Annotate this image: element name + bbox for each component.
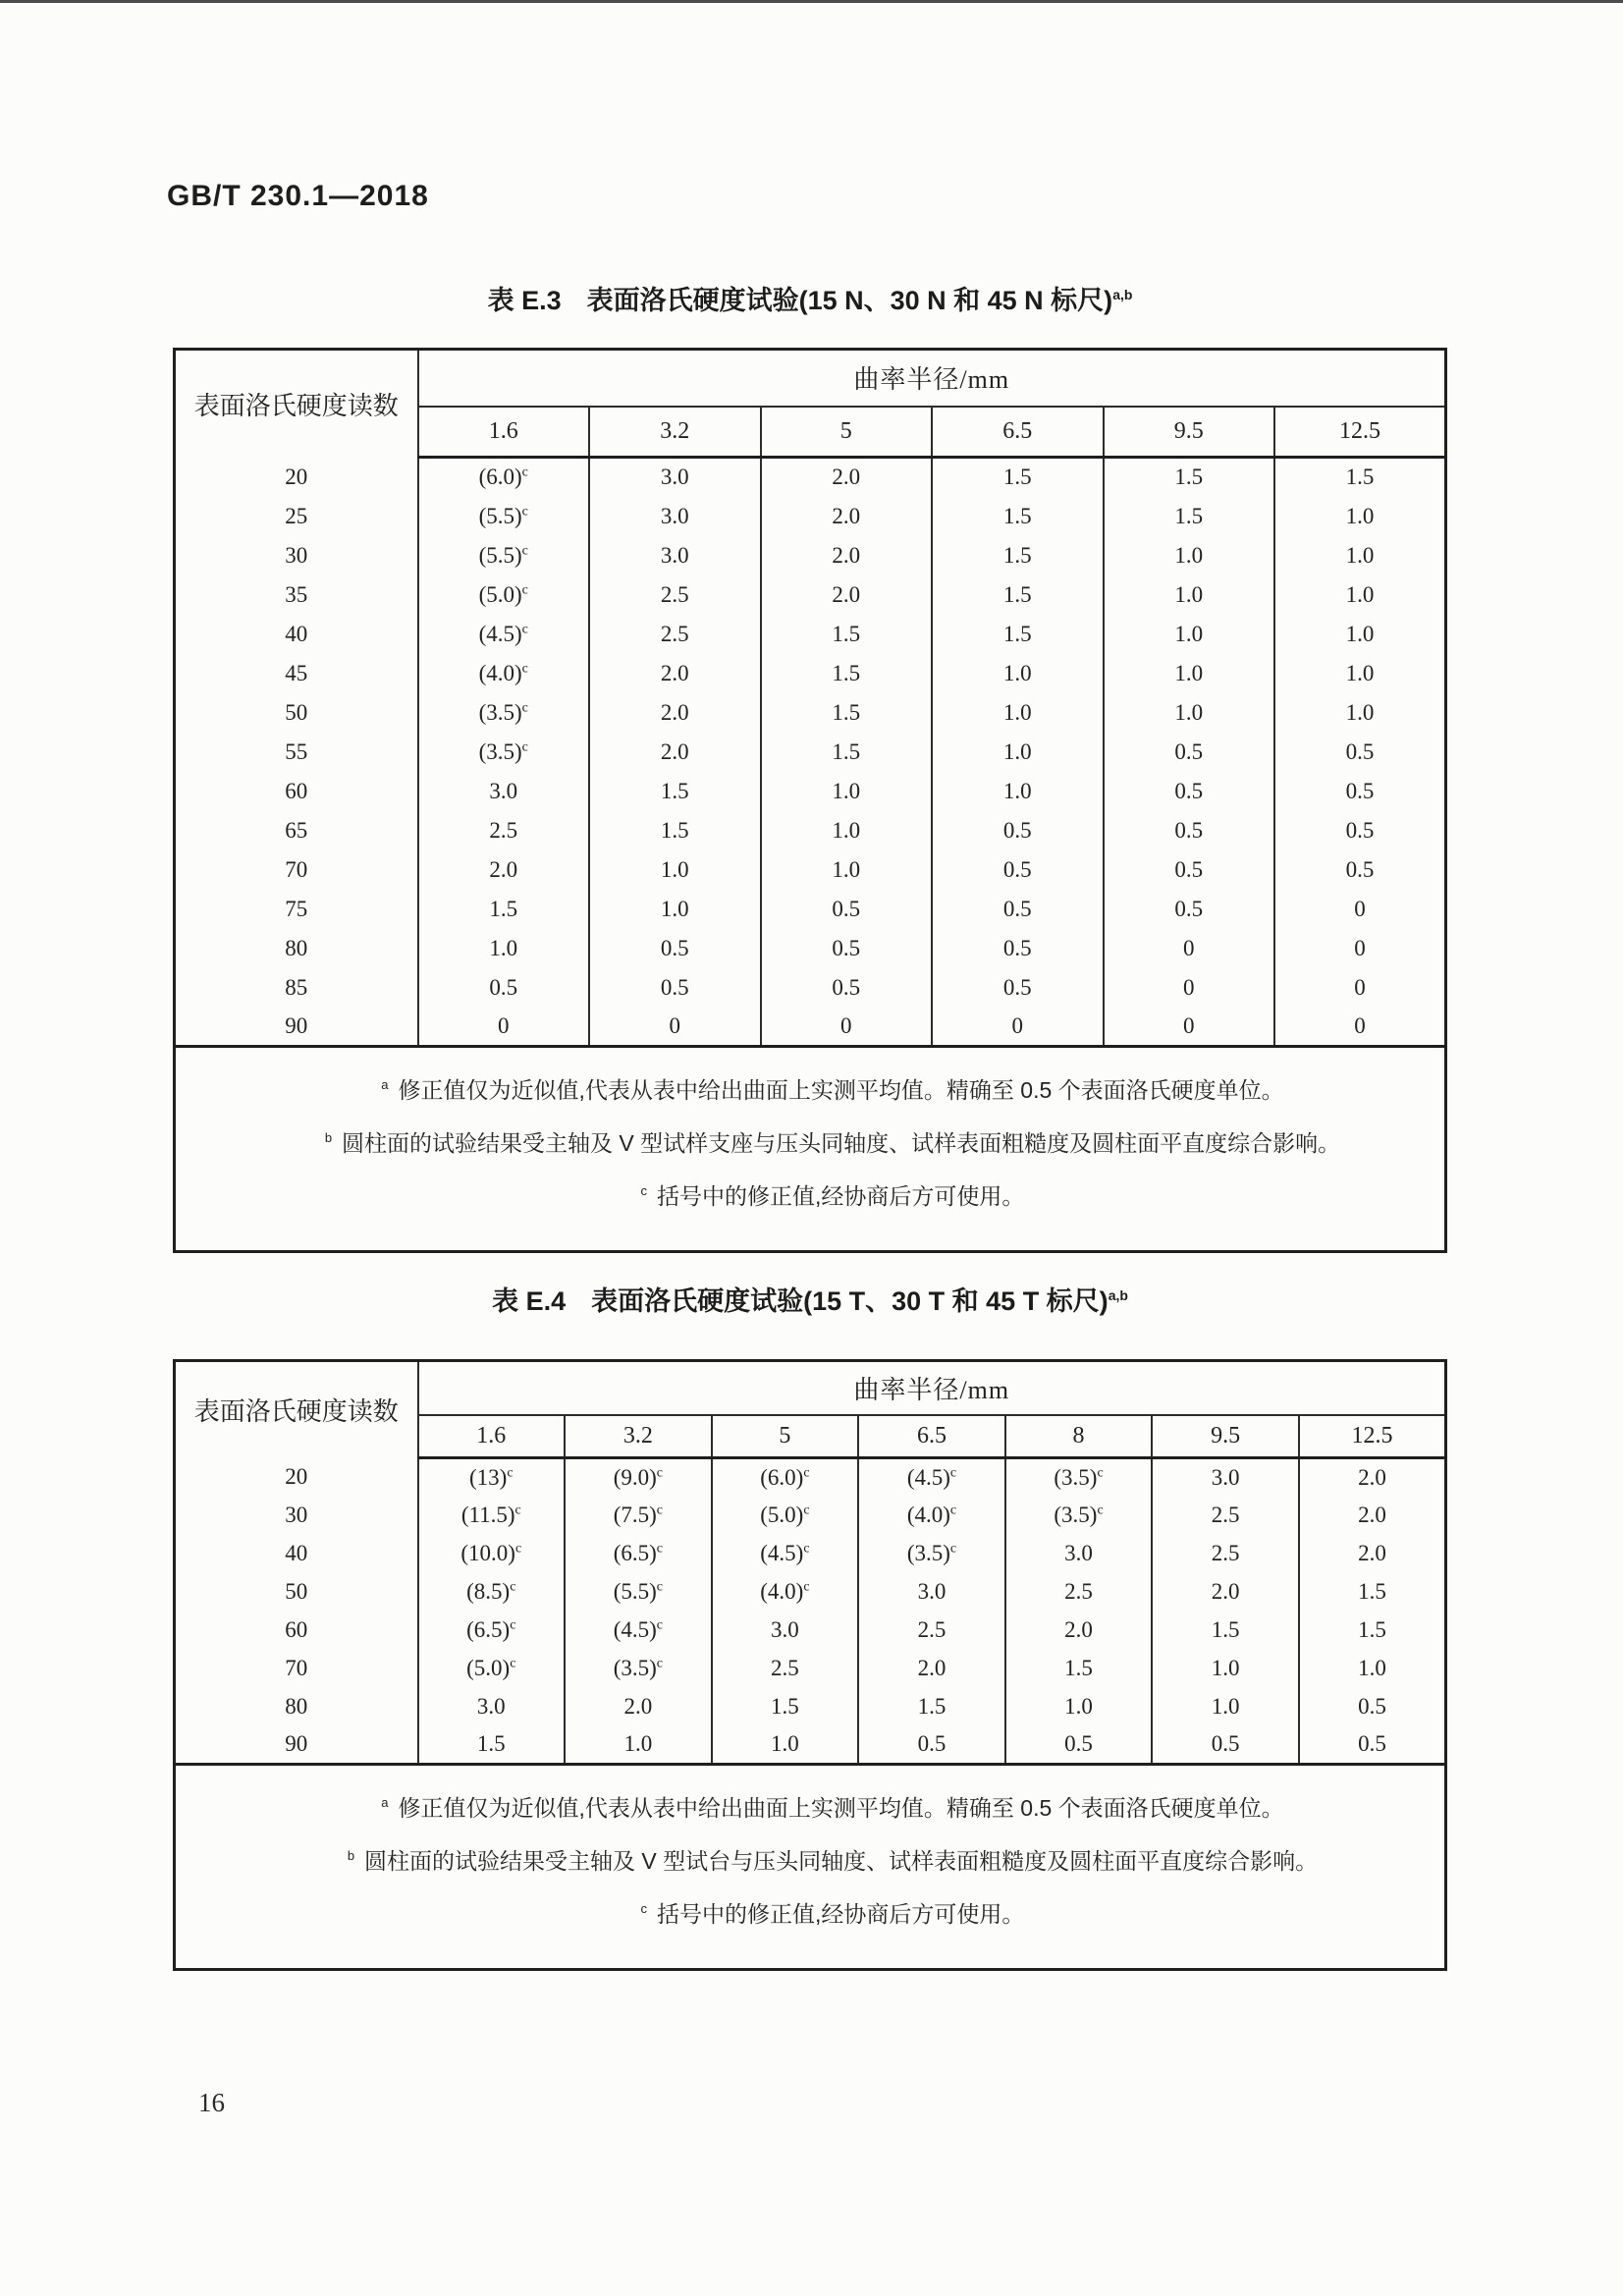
hardness-reading-cell: 60 — [285, 778, 308, 803]
correction-footnote-marker: c — [1097, 1503, 1104, 1518]
footnote: $^c$ 括号中的修正值,经协商后方可使用。 — [640, 1901, 1025, 1927]
hardness-reading-cell: 70 — [285, 856, 308, 882]
correction-value-cell: 2.5 — [712, 1650, 859, 1688]
footnote-marker: c — [640, 1183, 648, 1199]
table-row — [175, 458, 1446, 497]
correction-value-cell: 0.5 — [858, 1726, 1005, 1765]
table-e4-footnote-row — [175, 1765, 1446, 1970]
correction-value-cell: $(10.0)^c$ — [418, 1535, 566, 1573]
radius-header-cell: 3.2 — [565, 1415, 712, 1458]
correction-value-cell: 1.0 — [565, 1726, 712, 1765]
radius-header-cell: 9.5 — [1104, 407, 1275, 458]
correction-value-cell: $(5.0)^c$ — [418, 1650, 566, 1688]
correction-value-cell: 2.0 — [589, 733, 761, 772]
footnote-marker: b — [347, 1848, 355, 1864]
correction-value-cell: 1.5 — [1299, 1573, 1446, 1612]
correction-value-cell: 0 — [589, 1008, 761, 1047]
correction-value-cell: $(4.5)^c$ — [418, 615, 590, 654]
correction-value-cell: 0.5 — [761, 890, 933, 929]
correction-footnote-marker: c — [514, 1541, 522, 1557]
correction-footnote-marker: c — [514, 1503, 521, 1518]
correction-value-cell: 2.5 — [589, 575, 761, 615]
radius-group-header: 曲率半径/mm — [418, 350, 1446, 407]
hardness-reading-cell: 70 — [285, 1656, 308, 1680]
correction-value-cell: 0.5 — [932, 968, 1104, 1008]
table-e4-title-text: 表面洛氏硬度试验(15 T、30 T 和 45 T 标尺) — [591, 1286, 1109, 1316]
correction-footnote-marker: c — [510, 1617, 516, 1633]
correction-value-cell: 2.0 — [1299, 1458, 1446, 1497]
correction-value-cell: $(5.5)^c$ — [418, 497, 590, 536]
footnote-marker: b — [324, 1130, 333, 1146]
correction-value-cell: 2.5 — [1152, 1497, 1299, 1535]
correction-footnote-marker: c — [1097, 1465, 1104, 1481]
correction-value-cell: 2.0 — [1299, 1497, 1446, 1535]
correction-value-cell: $(4.0)^c$ — [858, 1497, 1005, 1535]
hardness-reading-cell: 50 — [285, 699, 308, 725]
correction-value-cell: $(4.5)^c$ — [858, 1458, 1005, 1497]
hardness-reading-cell: 20 — [285, 1464, 308, 1489]
correction-value-cell: 1.5 — [1299, 1612, 1446, 1650]
correction-value-cell: 0.5 — [418, 968, 590, 1008]
correction-value-cell: 1.0 — [761, 850, 933, 890]
correction-footnote-marker: c — [510, 1579, 516, 1595]
correction-value-cell: 1.0 — [1299, 1650, 1446, 1688]
correction-value-cell: 0.5 — [589, 968, 761, 1008]
correction-value-cell: 1.0 — [1274, 693, 1446, 733]
correction-value-cell: 0 — [1104, 1008, 1275, 1047]
table-row — [175, 654, 1446, 693]
correction-footnote-marker: c — [521, 699, 528, 715]
correction-value-cell: 0.5 — [1005, 1726, 1153, 1765]
correction-footnote-marker: c — [521, 581, 528, 597]
correction-footnote-marker: c — [803, 1465, 810, 1481]
table-e4-footnotes — [176, 1766, 1444, 1968]
hardness-reading-cell: 55 — [285, 738, 308, 764]
footnote: $^a$ 修正值仅为近似值,代表从表中给出曲面上实测平均值。精确至 0.5 个表面洛氏硬度单位。 — [381, 1077, 1284, 1103]
correction-footnote-marker: c — [803, 1579, 810, 1595]
table-row — [175, 929, 1446, 968]
correction-footnote-marker: c — [803, 1541, 810, 1557]
table-row — [175, 1458, 1446, 1497]
correction-value-cell: 1.5 — [761, 693, 933, 733]
correction-value-cell: 0.5 — [1299, 1688, 1446, 1726]
correction-value-cell: 2.0 — [1152, 1573, 1299, 1612]
correction-value-cell: 0 — [761, 1008, 933, 1047]
correction-value-cell: $(6.5)^c$ — [565, 1535, 712, 1573]
scan-edge-artifact — [0, 0, 1623, 3]
correction-value-cell: 1.5 — [1104, 458, 1275, 497]
correction-value-cell: 1.0 — [1274, 575, 1446, 615]
correction-value-cell: 2.0 — [565, 1688, 712, 1726]
correction-value-cell: 2.0 — [858, 1650, 1005, 1688]
correction-value-cell: 3.0 — [589, 536, 761, 575]
hardness-reading-cell: 60 — [285, 1617, 308, 1642]
correction-value-cell: $(3.5)^c$ — [1005, 1458, 1153, 1497]
table-row — [175, 811, 1446, 850]
correction-value-cell: $(5.5)^c$ — [565, 1573, 712, 1612]
correction-footnote-marker: c — [656, 1541, 663, 1557]
correction-value-cell: 0.5 — [932, 850, 1104, 890]
hardness-reading-cell: 90 — [285, 1012, 308, 1038]
radius-header-cell: 3.2 — [589, 407, 761, 458]
radius-header-cell: 12.5 — [1274, 407, 1446, 458]
correction-value-cell: $(4.5)^c$ — [712, 1535, 859, 1573]
correction-value-cell: 1.5 — [932, 575, 1104, 615]
correction-value-cell: 1.0 — [1274, 536, 1446, 575]
correction-value-cell: 0.5 — [1104, 850, 1275, 890]
correction-value-cell: 1.5 — [418, 1726, 566, 1765]
correction-value-cell: 1.0 — [418, 929, 590, 968]
correction-value-cell: 3.0 — [1152, 1458, 1299, 1497]
table-row — [175, 1535, 1446, 1573]
correction-value-cell: 2.5 — [858, 1612, 1005, 1650]
correction-value-cell: 0.5 — [1104, 733, 1275, 772]
correction-value-cell: $(13)^c$ — [418, 1458, 566, 1497]
correction-footnote-marker: c — [521, 465, 528, 480]
row-header-cell: 表面洛氏硬度读数 — [175, 350, 418, 458]
footnote: $^a$ 修正值仅为近似值,代表从表中给出曲面上实测平均值。精确至 0.5 个表面洛氏硬度单位。 — [381, 1795, 1284, 1821]
correction-value-cell: 2.0 — [761, 536, 933, 575]
correction-value-cell: 1.0 — [589, 850, 761, 890]
table-row — [175, 575, 1446, 615]
correction-value-cell: 1.5 — [858, 1688, 1005, 1726]
hardness-reading-cell: 20 — [285, 464, 308, 489]
correction-value-cell: $(5.0)^c$ — [712, 1497, 859, 1535]
correction-value-cell: 2.0 — [761, 497, 933, 536]
correction-value-cell: $(8.5)^c$ — [418, 1573, 566, 1612]
hardness-reading-cell: 85 — [285, 974, 308, 1000]
hardness-reading-cell: 30 — [285, 1503, 308, 1527]
correction-footnote-marker: c — [949, 1503, 957, 1518]
correction-footnote-marker: c — [521, 738, 528, 754]
correction-value-cell: 2.0 — [761, 575, 933, 615]
radius-header-cell: 5 — [761, 407, 933, 458]
correction-value-cell: 0 — [1104, 968, 1275, 1008]
correction-footnote-marker: c — [521, 542, 528, 558]
table-row — [175, 1497, 1446, 1535]
correction-value-cell: 1.5 — [932, 615, 1104, 654]
correction-value-cell: $(3.5)^c$ — [858, 1535, 1005, 1573]
table-e4-container — [173, 1359, 1447, 1971]
radius-header-cell: 9.5 — [1152, 1415, 1299, 1458]
correction-value-cell: 2.5 — [1152, 1535, 1299, 1573]
correction-value-cell: $(3.5)^c$ — [1005, 1497, 1153, 1535]
footnote-marker: a — [381, 1795, 389, 1811]
hardness-reading-cell: 50 — [285, 1579, 308, 1604]
footnote: $^b$ 圆柱面的试验结果受主轴及 V 型试台与压头同轴度、试样表面粗糙度及圆柱面平直度综合影响。 — [347, 1848, 1319, 1874]
table-e3 — [173, 348, 1447, 1253]
table-e3-header-row-1 — [175, 350, 1446, 407]
row-header-cell: 表面洛氏硬度读数 — [175, 1361, 418, 1458]
correction-footnote-marker: c — [510, 1656, 516, 1671]
radius-header-cell: 12.5 — [1299, 1415, 1446, 1458]
correction-value-cell: 1.0 — [1274, 615, 1446, 654]
correction-value-cell: 0.5 — [1274, 772, 1446, 811]
hardness-reading-cell: 65 — [285, 817, 308, 843]
table-row — [175, 772, 1446, 811]
correction-footnote-marker: c — [656, 1503, 663, 1518]
correction-footnote-marker: c — [521, 621, 528, 636]
correction-value-cell: 3.0 — [418, 772, 590, 811]
hardness-reading-cell: 45 — [285, 660, 308, 685]
correction-value-cell: 0.5 — [932, 929, 1104, 968]
correction-footnote-marker: c — [521, 660, 528, 676]
hardness-reading-cell: 30 — [285, 542, 308, 568]
correction-value-cell: 0.5 — [1274, 733, 1446, 772]
correction-value-cell: 0.5 — [1152, 1726, 1299, 1765]
table-row — [175, 497, 1446, 536]
correction-value-cell: 1.0 — [1152, 1688, 1299, 1726]
table-row — [175, 1726, 1446, 1765]
correction-value-cell: 2.0 — [1005, 1612, 1153, 1650]
correction-value-cell: 3.0 — [589, 497, 761, 536]
footnote-marker: a — [381, 1077, 389, 1093]
footnote: $^b$ 圆柱面的试验结果受主轴及 V 型试样支座与压头同轴度、试样表面粗糙度及圆柱面平直度综合影响。 — [324, 1130, 1341, 1156]
correction-value-cell: $(4.0)^c$ — [712, 1573, 859, 1612]
correction-value-cell: 2.5 — [1005, 1573, 1153, 1612]
correction-value-cell: 2.0 — [589, 654, 761, 693]
correction-value-cell: 1.0 — [761, 772, 933, 811]
correction-value-cell: 0.5 — [1274, 811, 1446, 850]
correction-value-cell: 0.5 — [1104, 811, 1275, 850]
radius-header-cell: 1.6 — [418, 407, 590, 458]
table-row — [175, 890, 1446, 929]
correction-value-cell: 1.0 — [932, 654, 1104, 693]
table-e4 — [173, 1359, 1447, 1971]
correction-value-cell: 1.5 — [1152, 1612, 1299, 1650]
correction-value-cell: 3.0 — [712, 1612, 859, 1650]
radius-header-cell: 1.6 — [418, 1415, 566, 1458]
correction-value-cell: 1.0 — [589, 890, 761, 929]
correction-value-cell: $(3.5)^c$ — [418, 733, 590, 772]
correction-value-cell: 1.0 — [1104, 654, 1275, 693]
table-row — [175, 693, 1446, 733]
correction-value-cell: $(4.5)^c$ — [565, 1612, 712, 1650]
correction-value-cell: 1.5 — [761, 615, 933, 654]
correction-value-cell: 0.5 — [1104, 772, 1275, 811]
correction-value-cell: 1.5 — [712, 1688, 859, 1726]
correction-value-cell: $(3.5)^c$ — [418, 693, 590, 733]
correction-value-cell: $(5.0)^c$ — [418, 575, 590, 615]
correction-value-cell: 0.5 — [761, 929, 933, 968]
correction-footnote-marker: c — [656, 1465, 663, 1481]
table-e4-title-superscript: a,b — [1108, 1287, 1128, 1303]
correction-value-cell: 0.5 — [1104, 890, 1275, 929]
table-row — [175, 536, 1446, 575]
correction-value-cell: 2.0 — [418, 850, 590, 890]
correction-value-cell: 2.0 — [589, 693, 761, 733]
table-e3-container — [173, 348, 1447, 1253]
correction-value-cell: 1.0 — [1274, 654, 1446, 693]
radius-header-cell: 8 — [1005, 1415, 1153, 1458]
correction-value-cell: 1.0 — [761, 811, 933, 850]
table-row — [175, 1573, 1446, 1612]
correction-value-cell: 1.0 — [932, 733, 1104, 772]
table-row — [175, 1650, 1446, 1688]
correction-value-cell: 0.5 — [761, 968, 933, 1008]
correction-value-cell: 0 — [932, 1008, 1104, 1047]
table-row — [175, 1612, 1446, 1650]
correction-footnote-marker: c — [507, 1465, 514, 1481]
correction-value-cell: 3.0 — [418, 1688, 566, 1726]
correction-value-cell: 0 — [1274, 929, 1446, 968]
table-row — [175, 968, 1446, 1008]
correction-value-cell: 1.5 — [1274, 458, 1446, 497]
correction-value-cell: $(7.5)^c$ — [565, 1497, 712, 1535]
table-e3-title-superscript: a,b — [1112, 287, 1133, 302]
table-e4-header-row-1 — [175, 1361, 1446, 1415]
footnote: $^c$ 括号中的修正值,经协商后方可使用。 — [640, 1183, 1025, 1209]
correction-value-cell: $(11.5)^c$ — [418, 1497, 566, 1535]
correction-footnote-marker: c — [521, 503, 528, 519]
correction-value-cell: 3.0 — [1005, 1535, 1153, 1573]
correction-value-cell: 2.0 — [761, 458, 933, 497]
correction-value-cell: 1.5 — [1104, 497, 1275, 536]
correction-value-cell: $(4.0)^c$ — [418, 654, 590, 693]
correction-value-cell: 1.5 — [761, 654, 933, 693]
radius-header-cell: 6.5 — [932, 407, 1104, 458]
correction-value-cell: 0.5 — [932, 811, 1104, 850]
table-e3-title-prefix: 表 E.3 — [487, 286, 562, 315]
correction-value-cell: 2.5 — [589, 615, 761, 654]
correction-value-cell: 0 — [418, 1008, 590, 1047]
hardness-reading-cell: 25 — [285, 503, 308, 528]
hardness-reading-cell: 40 — [285, 1541, 308, 1565]
correction-value-cell: 0 — [1274, 968, 1446, 1008]
table-e3-title-text: 表面洛氏硬度试验(15 N、30 N 和 45 N 标尺) — [586, 286, 1113, 315]
correction-value-cell: 1.0 — [932, 772, 1104, 811]
correction-value-cell: 0.5 — [932, 890, 1104, 929]
radius-group-header: 曲率半径/mm — [418, 1361, 1446, 1415]
correction-value-cell: 1.0 — [1104, 693, 1275, 733]
correction-footnote-marker: c — [949, 1465, 957, 1481]
correction-value-cell: 1.0 — [1152, 1650, 1299, 1688]
correction-footnote-marker: c — [656, 1656, 663, 1671]
table-row — [175, 733, 1446, 772]
hardness-reading-cell: 90 — [285, 1731, 308, 1757]
correction-value-cell: 1.5 — [1005, 1650, 1153, 1688]
correction-footnote-marker: c — [803, 1503, 810, 1518]
table-e4-title — [173, 1280, 1447, 1318]
hardness-reading-cell: 80 — [285, 935, 308, 960]
correction-value-cell: $(6.0)^c$ — [418, 458, 590, 497]
correction-value-cell: $(6.5)^c$ — [418, 1612, 566, 1650]
table-e4-title-prefix: 表 E.4 — [492, 1286, 567, 1316]
table-row — [175, 1008, 1446, 1047]
correction-value-cell: 1.5 — [932, 497, 1104, 536]
correction-value-cell: 2.0 — [1299, 1535, 1446, 1573]
correction-value-cell: 0 — [1104, 929, 1275, 968]
correction-value-cell: $(6.0)^c$ — [712, 1458, 859, 1497]
table-e3-footnote-row — [175, 1047, 1446, 1252]
correction-value-cell: 1.0 — [1005, 1688, 1153, 1726]
radius-header-cell: 5 — [712, 1415, 859, 1458]
hardness-reading-cell: 75 — [285, 896, 308, 921]
page-number: 16 — [198, 2088, 225, 2117]
correction-value-cell: 0 — [1274, 1008, 1446, 1047]
correction-footnote-marker: c — [949, 1541, 957, 1557]
correction-value-cell: 0.5 — [1299, 1726, 1446, 1765]
correction-value-cell: 1.5 — [932, 536, 1104, 575]
standard-number-header: GB/T 230.1—2018 — [167, 180, 429, 212]
correction-value-cell: 3.0 — [589, 458, 761, 497]
correction-value-cell: 1.5 — [932, 458, 1104, 497]
table-row — [175, 1688, 1446, 1726]
radius-header-cell: 6.5 — [858, 1415, 1005, 1458]
correction-value-cell: 1.5 — [589, 772, 761, 811]
table-e3-title — [173, 279, 1447, 317]
correction-value-cell: 1.0 — [932, 693, 1104, 733]
correction-value-cell: 0 — [1274, 890, 1446, 929]
correction-value-cell: 0.5 — [589, 929, 761, 968]
correction-value-cell: 1.5 — [761, 733, 933, 772]
footnote-marker: c — [640, 1901, 648, 1917]
correction-value-cell: 1.0 — [1104, 575, 1275, 615]
correction-footnote-marker: c — [656, 1617, 663, 1633]
correction-value-cell: $(5.5)^c$ — [418, 536, 590, 575]
correction-value-cell: 0.5 — [1274, 850, 1446, 890]
hardness-reading-cell: 35 — [285, 581, 308, 607]
table-row — [175, 615, 1446, 654]
table-row — [175, 850, 1446, 890]
correction-value-cell: $(3.5)^c$ — [565, 1650, 712, 1688]
correction-value-cell: 1.0 — [712, 1726, 859, 1765]
correction-value-cell: 1.0 — [1104, 536, 1275, 575]
correction-value-cell: 2.5 — [418, 811, 590, 850]
hardness-reading-cell: 80 — [285, 1694, 308, 1719]
hardness-reading-cell: 40 — [285, 621, 308, 646]
correction-value-cell: 1.0 — [1104, 615, 1275, 654]
correction-value-cell: 1.5 — [418, 890, 590, 929]
correction-footnote-marker: c — [656, 1579, 663, 1595]
table-e3-footnotes — [176, 1048, 1444, 1250]
correction-value-cell: $(9.0)^c$ — [565, 1458, 712, 1497]
correction-value-cell: 1.0 — [1274, 497, 1446, 536]
correction-value-cell: 1.5 — [589, 811, 761, 850]
correction-value-cell: 3.0 — [858, 1573, 1005, 1612]
